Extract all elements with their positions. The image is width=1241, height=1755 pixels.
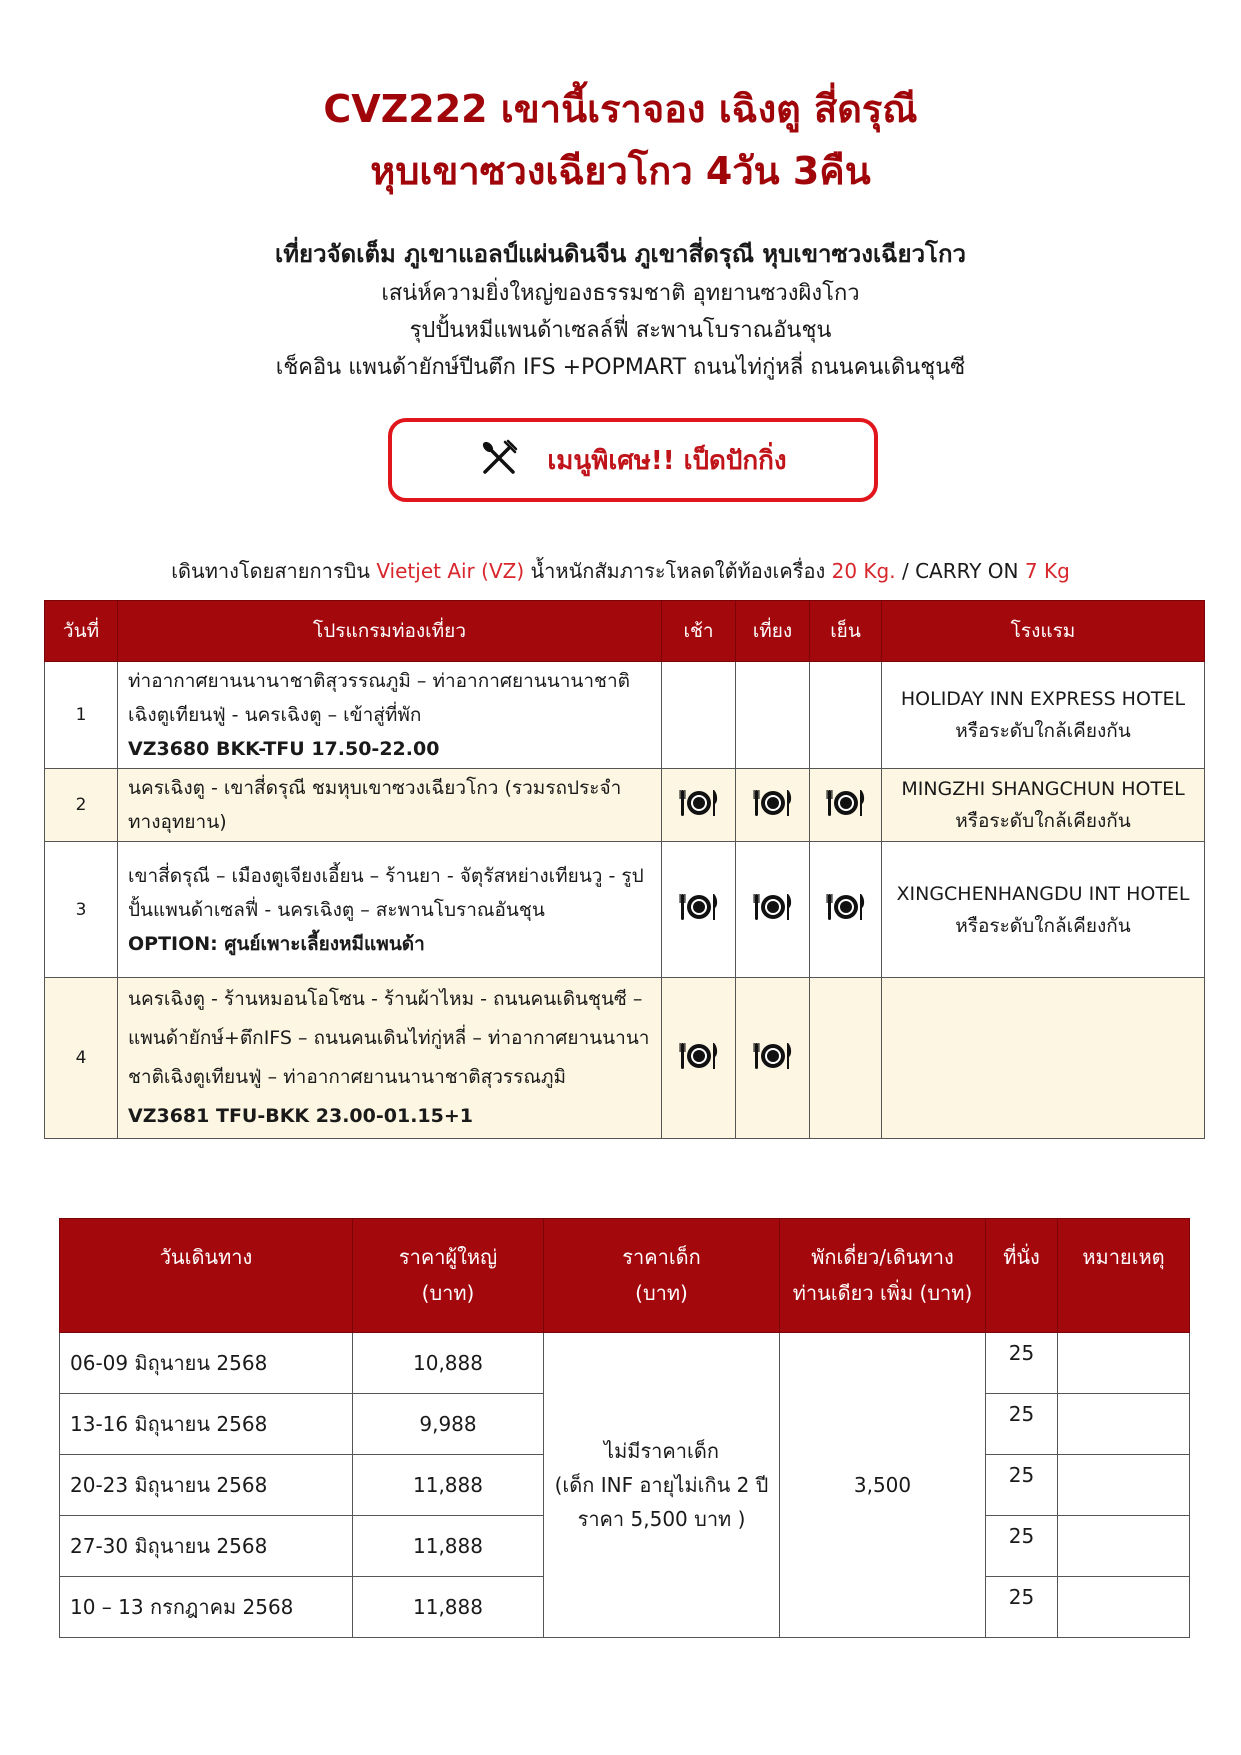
- seats-count: 25: [986, 1516, 1058, 1577]
- travel-date: 20-23 มิถุนายน 2568: [60, 1455, 353, 1516]
- program-flight: VZ3681 TFU-BKK 23.00-01.15+1: [128, 1105, 473, 1127]
- meal-cell: [810, 842, 882, 978]
- header-seats: ที่นั่ง: [986, 1219, 1058, 1333]
- meal-cell: [810, 978, 882, 1139]
- header-single-supplement: [780, 1219, 986, 1333]
- hotel-name: HOLIDAY INN EXPRESS HOTEL: [900, 688, 1186, 710]
- meal-icon: [753, 907, 793, 929]
- seats-count: 25: [986, 1394, 1058, 1455]
- hotel-note: หรือระดับใกล้เคียงกัน: [955, 914, 1131, 937]
- single-supplement-label-2: ท่านเดียว เพิ่ม (บาท): [792, 1281, 973, 1305]
- travel-date: 13-16 มิถุนายน 2568: [60, 1394, 353, 1455]
- meal-cell: [662, 842, 736, 978]
- baggage-text: น้ำหนักสัมภาระโหลดใต้ท้องเครื่อง: [530, 559, 826, 583]
- child-price-cell: [544, 1333, 780, 1638]
- header-travel-date: วันเดินทาง: [60, 1219, 353, 1333]
- meal-cell: [662, 769, 736, 842]
- meal-cell: [662, 978, 736, 1139]
- baggage-weight: 20 Kg.: [831, 559, 896, 583]
- travel-date: 06-09 มิถุนายน 2568: [60, 1333, 353, 1394]
- program-text: นครเฉิงตู - เขาสี่ดรุณี ชมหุบเขาซวงเฉียวโกว (รวมรถประจำทางอุทยาน): [128, 777, 622, 833]
- program-option: OPTION: ศูนย์เพาะเลี้ยงหมีแพนด้า: [128, 932, 425, 955]
- meal-icon: [826, 907, 866, 929]
- title-line-2: หุบเขาซวงเฉียวโกว 4วัน 3คืน: [370, 149, 871, 193]
- adult-price-unit: (บาท): [421, 1281, 475, 1305]
- day-number: 3: [45, 842, 118, 978]
- header-dinner: เย็น: [810, 601, 882, 662]
- child-price-note: (เด็ก INF อายุไม่เกิน 2 ปี: [554, 1473, 769, 1497]
- itinerary-table: [44, 600, 1205, 1139]
- meal-cell: [736, 978, 810, 1139]
- table-row: [45, 978, 1205, 1139]
- adult-price: 11,888: [353, 1516, 544, 1577]
- day-number: 1: [45, 662, 118, 769]
- table-row: [45, 842, 1205, 978]
- day-number: 4: [45, 978, 118, 1139]
- header-day: วันที่: [45, 601, 118, 662]
- header-adult-price: [353, 1219, 544, 1333]
- meal-icon: [826, 803, 866, 825]
- seats-count: 25: [986, 1455, 1058, 1516]
- header-hotel: โรงแรม: [882, 601, 1205, 662]
- adult-price: 9,988: [353, 1394, 544, 1455]
- airline-name: Vietjet Air (VZ): [376, 559, 525, 583]
- note-cell: [1058, 1516, 1190, 1577]
- child-price-text: ไม่มีราคาเด็ก: [604, 1439, 719, 1463]
- note-cell: [1058, 1333, 1190, 1394]
- meal-cell: [736, 662, 810, 769]
- child-price-note-2: ราคา 5,500 บาท ): [577, 1507, 746, 1531]
- pricing-header-row: [60, 1219, 1190, 1333]
- program-cell: [118, 769, 662, 842]
- table-row: [60, 1333, 1190, 1394]
- title-line-1: CVZ222 เขานี้เราจอง เฉิงตู สี่ดรุณี: [323, 87, 918, 131]
- program-text: ท่าอากาศยานนานาชาติสุวรรณภูมิ – ท่าอากาศยานนานาชาติเฉิงตูเทียนฟู่ - นครเฉิงตู – เข้าสู่ที่พัก: [128, 670, 630, 726]
- header-lunch: เที่ยง: [736, 601, 810, 662]
- hotel-name: MINGZHI SHANGCHUN HOTEL: [901, 778, 1185, 800]
- adult-price: 11,888: [353, 1577, 544, 1638]
- seats-count: 25: [986, 1577, 1058, 1638]
- seats-count: 25: [986, 1333, 1058, 1394]
- single-supplement-label: พักเดี่ยว/เดินทาง: [811, 1245, 954, 1269]
- meal-icon: [753, 1056, 793, 1078]
- meal-icon: [679, 1056, 719, 1078]
- hotel-note: หรือระดับใกล้เคียงกัน: [955, 810, 1131, 832]
- hotel-cell: [882, 769, 1205, 842]
- single-supplement-price: 3,500: [780, 1333, 986, 1638]
- carry-on-text: / CARRY ON: [901, 559, 1019, 583]
- travel-date: 27-30 มิถุนายน 2568: [60, 1516, 353, 1577]
- child-price-label: ราคาเด็ก: [622, 1245, 701, 1269]
- note-cell: [1058, 1394, 1190, 1455]
- header-program: โปรแกรมท่องเที่ยว: [118, 601, 662, 662]
- flight-info: [0, 555, 1241, 587]
- fork-knife-icon: [479, 438, 519, 482]
- header-note: หมายเหตุ: [1058, 1219, 1190, 1333]
- table-row: [45, 662, 1205, 769]
- program-cell: [118, 842, 662, 978]
- subtitle-line-3: เช็คอิน แพนด้ายักษ์ปีนตึก IFS +POPMART ถนนไท่กู่หลี่ ถนนคนเดินชุนซี: [275, 355, 966, 380]
- table-row: [45, 769, 1205, 842]
- note-cell: [1058, 1577, 1190, 1638]
- program-text: เขาสี่ดรุณี – เมืองตูเจียงเอี้ยน – ร้านยา - จัตุรัสหย่างเทียนวู - รูปปั้นแพนด้าเซลฟี่ - นครเฉิงตู – สะพานโบราณอันชุน: [128, 864, 644, 921]
- travel-date: 10 – 13 กรกฎาคม 2568: [60, 1577, 353, 1638]
- header-breakfast: เช้า: [662, 601, 736, 662]
- meal-icon: [679, 907, 719, 929]
- meal-cell: [736, 769, 810, 842]
- meal-cell: [662, 662, 736, 769]
- child-price-unit: (บาท): [635, 1281, 688, 1305]
- hotel-name: XINGCHENHANGDU INT HOTEL: [896, 882, 1190, 905]
- program-text: นครเฉิงตู - ร้านหมอนโอโซน - ร้านผ้าไหม - ถนนคนเดินชุนซี – แพนด้ายักษ์+ตึกIFS – ถนนคนเดินไท่กู่หลี่ – ท่าอากาศยานนานาชาติเฉิงตูเทียนฟู่ – ท่าอากาศยานนานาชาติสุวรรณภูมิ: [128, 988, 650, 1088]
- note-cell: [1058, 1455, 1190, 1516]
- program-cell: [118, 662, 662, 769]
- adult-price: 11,888: [353, 1455, 544, 1516]
- program-cell: [118, 978, 662, 1139]
- adult-price: 10,888: [353, 1333, 544, 1394]
- subtitle-line-2: รุปปั้นหมีแพนด้าเซลล์ฟี่ สะพานโบราณอันชุน: [409, 318, 832, 343]
- pricing-table: [59, 1218, 1190, 1638]
- special-menu-box: [388, 418, 878, 502]
- flight-prefix: เดินทางโดยสายการบิน: [171, 559, 370, 583]
- subtitle-highlight: เที่ยวจัดเต็ม ภูเขาแอลป์แผ่นดินจีน ภูเขาสี่ดรุณี หุบเขาซวงเฉียวโกว: [275, 240, 966, 268]
- hotel-note: หรือระดับใกล้เคียงกัน: [955, 720, 1131, 742]
- hotel-cell: [882, 978, 1205, 1139]
- header-child-price: [544, 1219, 780, 1333]
- special-menu-label: เมนูพิเศษ!! เป็ดปักกิ่ง: [547, 445, 787, 476]
- subtitle-line-1: เสน่ห์ความยิ่งใหญ่ของธรรมชาติ อุทยานซวงผิงโกว: [381, 281, 860, 306]
- program-flight: VZ3680 BKK-TFU 17.50-22.00: [128, 738, 440, 760]
- meal-icon: [679, 803, 719, 825]
- day-number: 2: [45, 769, 118, 842]
- meal-icon: [753, 803, 793, 825]
- hotel-cell: [882, 662, 1205, 769]
- meal-cell: [736, 842, 810, 978]
- page-title: [0, 78, 1241, 202]
- meal-cell: [810, 662, 882, 769]
- adult-price-label: ราคาผู้ใหญ่: [398, 1245, 498, 1269]
- meal-cell: [810, 769, 882, 842]
- carry-on-weight: 7 Kg: [1024, 559, 1070, 583]
- hotel-cell: [882, 842, 1205, 978]
- itinerary-header-row: [45, 601, 1205, 662]
